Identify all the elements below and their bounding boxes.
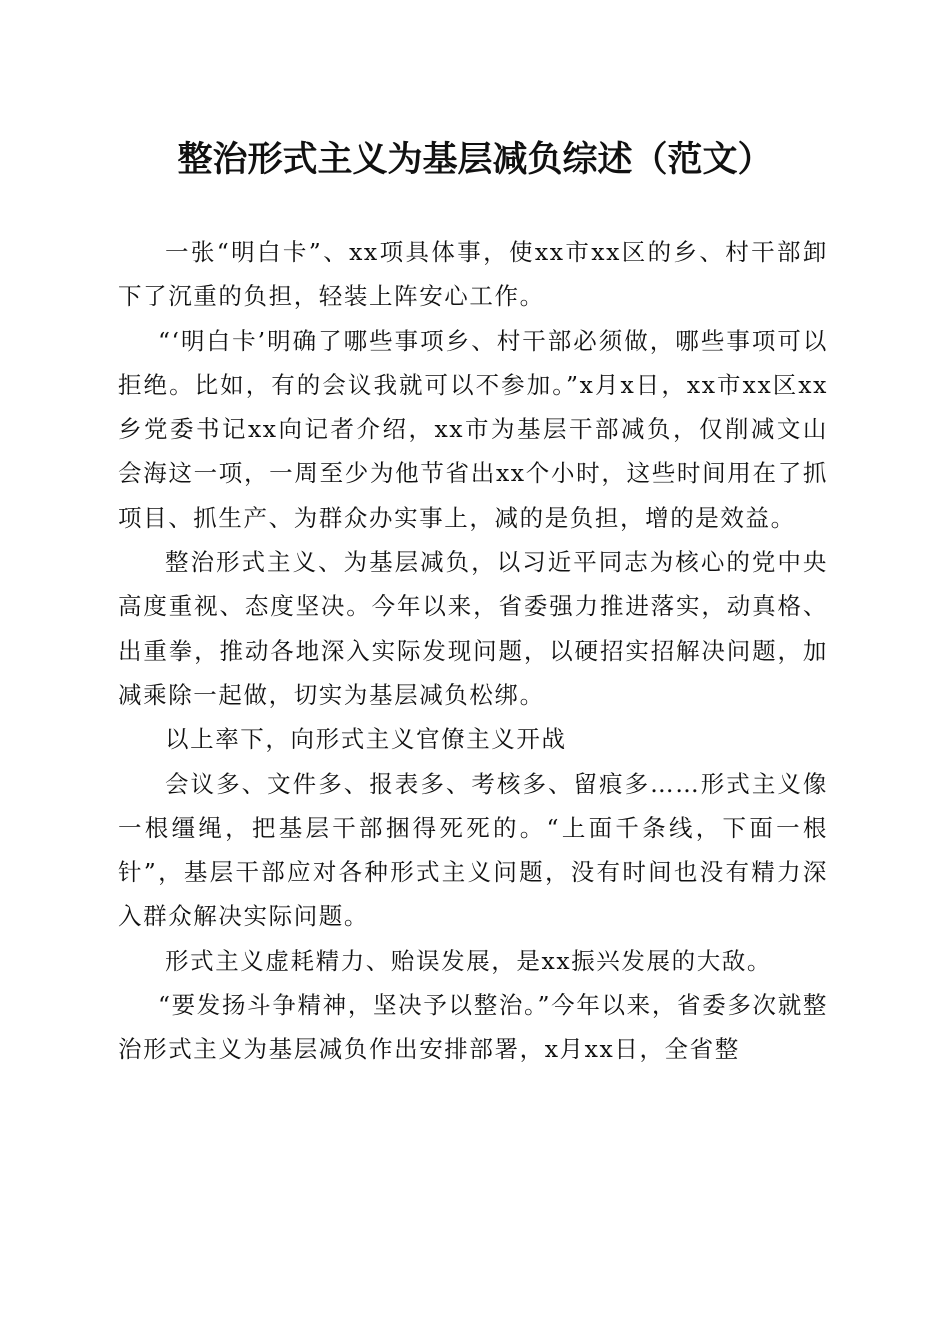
paragraph-1: 一张“明白卡”、xx项具体事，使xx市xx区的乡、村干部卸下了沉重的负担，轻装上阵安心工作。 [118, 238, 828, 311]
document-body [118, 230, 828, 1072]
paragraph-4: 会议多、文件多、报表多、考核多、留痕多……形式主义像一根缰绳，把基层干部捆得死死的。“上面千条线，下面一根针”，基层干部应对各种形式主义问题，没有时间也没有精力深入群众解决实际问题。 [118, 769, 828, 931]
section-heading: 以上率下，向形式主义官僚主义开战 [165, 725, 567, 754]
paragraph-3: 整治形式主义、为基层减负，以习近平同志为核心的党中央高度重视、态度坚决。今年以来，省委强力推进落实，动真格、出重拳，推动各地深入实际发现问题，以硬招实招解决问题，加减乘除一起做，切实为基层减负松绑。 [118, 548, 828, 709]
paragraph-2: “‘明白卡’明确了哪些事项乡、村干部必须做，哪些事项可以拒绝。比如，有的会议我就可以不参加。”x月x日，xx市xx区xx乡党委书记xx向记者介绍，xx市为基层干部减负，仅削减文山会海这一项，一周至少为他节省出xx个小时，这些时间用在了抓项目、抓生产、为群众办实事上，减的是负担，增的是效益。 [118, 326, 828, 532]
document-title: 整治形式主义为基层减负综述（范文） [177, 139, 773, 180]
paragraph-6: “要发扬斗争精神，坚决予以整治。”今年以来，省委多次就整治形式主义为基层减负作出安排部署，x月xx日，全省整 [118, 991, 828, 1064]
paragraph-5: 形式主义虚耗精力、贻误发展，是xx振兴发展的大敌。 [165, 946, 773, 975]
